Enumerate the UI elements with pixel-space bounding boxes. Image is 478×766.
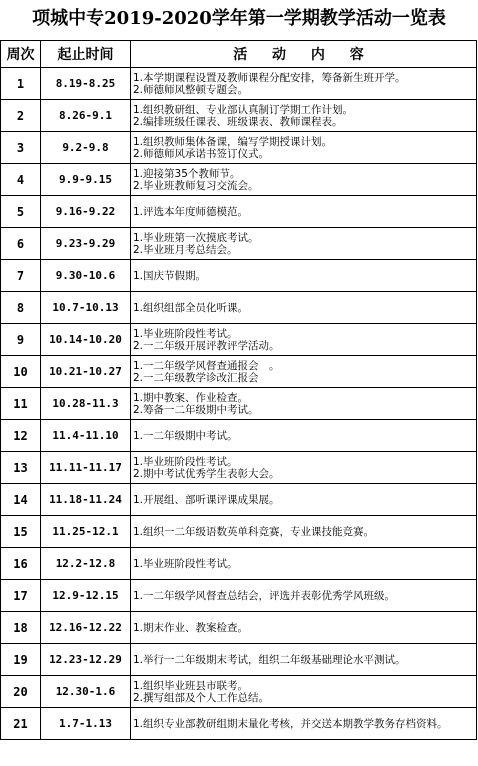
dates-cell: 10.7-10.13 <box>41 292 131 324</box>
dates-cell: 9.23-9.29 <box>41 228 131 260</box>
content-cell <box>131 420 477 452</box>
header-week: 周次 <box>1 41 41 68</box>
dates-cell: 1.7-1.13 <box>41 708 131 740</box>
table-row <box>1 68 477 100</box>
content-cell <box>131 260 477 292</box>
table-row <box>1 228 477 260</box>
week-cell: 21 <box>1 708 41 740</box>
week-cell: 6 <box>1 228 41 260</box>
content-cell <box>131 644 477 676</box>
content-cell <box>131 100 477 132</box>
week-cell: 9 <box>1 324 41 356</box>
activity-item: 1.期末作业、教案检查。 <box>133 621 249 634</box>
activity-item: 1.迎接第35个教师节。 <box>133 167 241 180</box>
content-cell <box>131 708 477 740</box>
activity-item: 1.毕业班阶段性考试。 <box>133 557 238 570</box>
activity-schedule-table <box>0 40 477 740</box>
content-cell <box>131 356 477 388</box>
activity-item: 1.组织教研组、专业部认真制订学期工作计划。 <box>133 103 354 116</box>
activity-item: 2.毕业班月考总结会。 <box>133 243 238 256</box>
content-cell <box>131 516 477 548</box>
week-cell: 10 <box>1 356 41 388</box>
week-cell: 19 <box>1 644 41 676</box>
week-cell: 8 <box>1 292 41 324</box>
content-cell <box>131 484 477 516</box>
dates-cell: 8.19-8.25 <box>41 68 131 100</box>
table-row <box>1 676 477 708</box>
dates-cell: 11.25-12.1 <box>41 516 131 548</box>
table-row <box>1 356 477 388</box>
table-row <box>1 484 477 516</box>
week-cell: 15 <box>1 516 41 548</box>
activity-item: 1.组织毕业班县市联考。 <box>133 679 249 692</box>
content-cell <box>131 292 477 324</box>
table-row <box>1 388 477 420</box>
table-row <box>1 644 477 676</box>
dates-cell: 8.26-9.1 <box>41 100 131 132</box>
content-cell <box>131 388 477 420</box>
week-cell: 16 <box>1 548 41 580</box>
activity-item: 1.期中教案、作业检查。 <box>133 391 249 404</box>
dates-cell: 9.16-9.22 <box>41 196 131 228</box>
activity-item: 1.组织一二年级语数英单科竞赛，专业课技能竞赛。 <box>133 525 375 538</box>
table-row <box>1 260 477 292</box>
content-cell <box>131 548 477 580</box>
activity-item: 1.毕业班阶段性考试。 <box>133 455 238 468</box>
header-content: 活 动 内 容 <box>131 41 477 68</box>
table-row <box>1 708 477 740</box>
activity-item: 1.毕业班第一次摸底考试。 <box>133 231 259 244</box>
table-row <box>1 164 477 196</box>
dates-cell: 10.28-11.3 <box>41 388 131 420</box>
dates-cell: 11.11-11.17 <box>41 452 131 484</box>
table-row <box>1 100 477 132</box>
activity-item: 1.举行一二年级期末考试，组织二年级基础理论水平测试。 <box>133 653 406 666</box>
activity-item: 1.开展组、部听课评课成果展。 <box>133 493 280 506</box>
table-row <box>1 452 477 484</box>
content-cell <box>131 580 477 612</box>
dates-cell: 12.30-1.6 <box>41 676 131 708</box>
week-cell: 17 <box>1 580 41 612</box>
activity-item: 1.组织组部全员化听课。 <box>133 301 249 314</box>
table-row <box>1 420 477 452</box>
table-row <box>1 548 477 580</box>
dates-cell: 9.30-10.6 <box>41 260 131 292</box>
activity-item: 1.本学期课程设置及教师课程分配安排，筹备新生班开学。 <box>133 71 406 84</box>
activity-item: 2.编排班级任课表、班级课表、教师课程表。 <box>133 115 343 128</box>
header-dates: 起止时间 <box>41 41 131 68</box>
activity-item: 2.一二年级教学诊改汇报会 <box>133 371 259 384</box>
dates-cell: 10.21-10.27 <box>41 356 131 388</box>
week-cell: 7 <box>1 260 41 292</box>
dates-cell: 10.14-10.20 <box>41 324 131 356</box>
content-cell <box>131 612 477 644</box>
dates-cell: 12.16-12.22 <box>41 612 131 644</box>
week-cell: 18 <box>1 612 41 644</box>
dates-cell: 12.2-12.8 <box>41 548 131 580</box>
table-row <box>1 196 477 228</box>
activity-item: 1.一二年级期中考试。 <box>133 429 238 442</box>
activity-item: 2.毕业班教师复习交流会。 <box>133 179 259 192</box>
activity-item: 2.师德师风整顿专题会。 <box>133 83 249 96</box>
table-row <box>1 324 477 356</box>
dates-cell: 11.18-11.24 <box>41 484 131 516</box>
activity-item: 1.国庆节假期。 <box>133 269 207 282</box>
content-cell <box>131 452 477 484</box>
activity-item: 2.筹备一二年级期中考试。 <box>133 403 259 416</box>
dates-cell: 12.9-12.15 <box>41 580 131 612</box>
content-cell <box>131 68 477 100</box>
table-row <box>1 132 477 164</box>
dates-cell: 11.4-11.10 <box>41 420 131 452</box>
content-cell <box>131 164 477 196</box>
table-header-row <box>1 41 477 68</box>
content-cell <box>131 676 477 708</box>
activity-item: 2.一二年级开展评教评学活动。 <box>133 339 280 352</box>
table-row <box>1 516 477 548</box>
activity-item: 1.一二年级学风督查总结会，评选并表彰优秀学风班级。 <box>133 589 396 602</box>
week-cell: 12 <box>1 420 41 452</box>
activity-item: 1.评选本年度师德模范。 <box>133 205 249 218</box>
week-cell: 2 <box>1 100 41 132</box>
week-cell: 1 <box>1 68 41 100</box>
table-row <box>1 580 477 612</box>
week-cell: 5 <box>1 196 41 228</box>
week-cell: 20 <box>1 676 41 708</box>
table-row <box>1 292 477 324</box>
activity-item: 2.师德师风承诺书签订仪式。 <box>133 147 270 160</box>
activity-item: 1.组织教师集体备课，编写学期授课计划。 <box>133 135 333 148</box>
content-cell <box>131 196 477 228</box>
week-cell: 3 <box>1 132 41 164</box>
activity-item: 2.期中考试优秀学生表彰大会。 <box>133 467 280 480</box>
content-cell <box>131 132 477 164</box>
activity-item: 2.撰写组部及个人工作总结。 <box>133 691 270 704</box>
activity-item: 1.毕业班阶段性考试。 <box>133 327 238 340</box>
week-cell: 13 <box>1 452 41 484</box>
activity-item: 1.组织专业部教研组期末量化考核，并交送本期教学教务存档资料。 <box>133 717 448 730</box>
dates-cell: 9.2-9.8 <box>41 132 131 164</box>
week-cell: 14 <box>1 484 41 516</box>
dates-cell: 12.23-12.29 <box>41 644 131 676</box>
activity-item: 1.一二年级学风督查通报会 。 <box>133 359 280 372</box>
content-cell <box>131 324 477 356</box>
dates-cell: 9.9-9.15 <box>41 164 131 196</box>
table-row <box>1 612 477 644</box>
week-cell: 4 <box>1 164 41 196</box>
document-title: 项城中专2019-2020学年第一学期教学活动一览表 <box>32 8 446 29</box>
week-cell: 11 <box>1 388 41 420</box>
content-cell <box>131 228 477 260</box>
